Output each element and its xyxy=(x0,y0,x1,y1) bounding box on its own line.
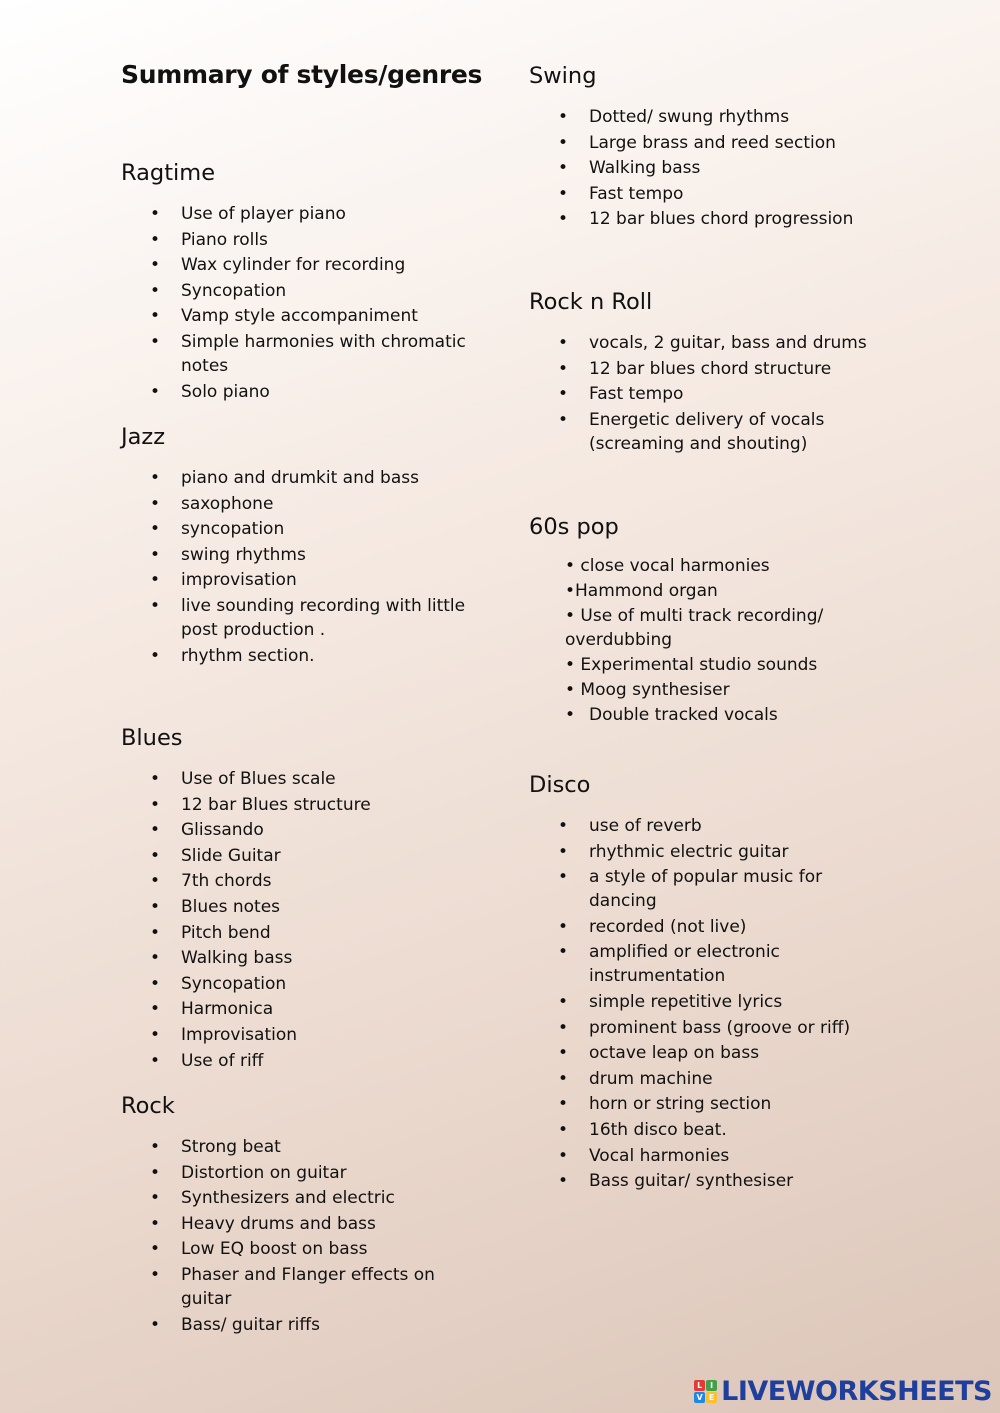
logo-mark-letter: I xyxy=(706,1380,717,1391)
list-item: • Fast tempo xyxy=(529,382,879,406)
list-item: • Piano rolls xyxy=(121,228,481,252)
section-heading: 60s pop xyxy=(529,514,619,540)
list-item: • Double tracked vocals xyxy=(529,703,879,727)
list-item: • Use of Blues scale xyxy=(121,767,481,791)
section-heading: Disco xyxy=(529,772,591,798)
list-item: • piano and drumkit and bass xyxy=(121,466,481,490)
list-item: • Improvisation xyxy=(121,1023,481,1047)
list-item: • Large brass and reed section xyxy=(529,131,879,155)
section-60s-pop xyxy=(529,512,879,728)
list-item: • close vocal harmonies xyxy=(565,556,770,576)
list-item: • Bass/ guitar riffs xyxy=(121,1313,481,1337)
list-item: • Use of player piano xyxy=(121,202,481,226)
bullet-list xyxy=(529,814,879,1193)
bullet-list xyxy=(121,202,481,404)
bullet-list xyxy=(121,466,481,668)
list-item: • amplified or electronic instrumentation xyxy=(529,940,879,988)
section-heading: Blues xyxy=(121,725,183,751)
list-item: • Vamp style accompaniment xyxy=(121,304,481,328)
list-item: • Bass guitar/ synthesiser xyxy=(529,1169,879,1193)
list-item: • Blues notes xyxy=(121,895,481,919)
section-rock xyxy=(121,1091,481,1338)
list-item: • live sounding recording with little post production . xyxy=(121,594,481,642)
list-item: • 7th chords xyxy=(121,869,481,893)
list-item: • Walking bass xyxy=(529,156,879,180)
list-item: • Synthesizers and electric xyxy=(121,1186,481,1210)
list-item: • Walking bass xyxy=(121,946,481,970)
list-item: • Energetic delivery of vocals (screaming and shouting) xyxy=(529,408,879,456)
logo-text: LIVEWORKSHEETS xyxy=(721,1376,992,1407)
list-item: • recorded (not live) xyxy=(529,915,879,939)
page-title: Summary of styles/genres xyxy=(121,60,483,89)
logo-mark-letter: L xyxy=(694,1380,705,1391)
list-item: • horn or string section xyxy=(529,1092,879,1116)
section-rock-n-roll xyxy=(529,287,879,457)
list-item: • Experimental studio sounds xyxy=(565,655,818,675)
list-item: • Glissando xyxy=(121,818,481,842)
list-item: • Dotted/ swung rhythms xyxy=(529,105,879,129)
section-heading: Ragtime xyxy=(121,160,216,186)
list-item: • octave leap on bass xyxy=(529,1041,879,1065)
list-item: •Hammond organ xyxy=(565,581,718,601)
list-item: • rhythm section. xyxy=(121,644,481,668)
list-item: • prominent bass (groove or riff) xyxy=(529,1016,879,1040)
logo-mark-letter: E xyxy=(706,1392,717,1403)
list-item: • saxophone xyxy=(121,492,481,516)
list-item: • Use of riff xyxy=(121,1049,481,1073)
bullet-list xyxy=(529,105,879,231)
list-item: • Simple harmonies with chromatic notes xyxy=(121,330,481,378)
section-ragtime xyxy=(121,158,481,405)
section-swing xyxy=(529,61,879,233)
bullet-list xyxy=(121,1135,481,1337)
bullet-list xyxy=(529,331,879,456)
list-item: • a style of popular music for dancing xyxy=(529,865,879,913)
section-heading: Rock xyxy=(121,1093,175,1119)
list-item: • simple repetitive lyrics xyxy=(529,990,879,1014)
section-heading: Swing xyxy=(529,63,597,89)
list-item: • rhythmic electric guitar xyxy=(529,840,879,864)
section-heading: Rock n Roll xyxy=(529,289,653,315)
logo-mark-letter: V xyxy=(694,1392,705,1403)
section-disco xyxy=(529,770,879,1195)
list-item: • 12 bar Blues structure xyxy=(121,793,481,817)
list-item: • swing rhythms xyxy=(121,543,481,567)
list-item: • Vocal harmonies xyxy=(529,1144,879,1168)
list-item: • Harmonica xyxy=(121,997,481,1021)
list-item: • Moog synthesiser xyxy=(565,680,730,700)
list-item: • drum machine xyxy=(529,1067,879,1091)
list-item: • Use of multi track recording/ overdubbing xyxy=(565,606,824,650)
section-blues xyxy=(121,723,481,1074)
list-item: • 16th disco beat. xyxy=(529,1118,879,1142)
list-item: • syncopation xyxy=(121,517,481,541)
list-item: • Fast tempo xyxy=(529,182,879,206)
list-item: • Wax cylinder for recording xyxy=(121,253,481,277)
list-item: • 12 bar blues chord structure xyxy=(529,357,879,381)
list-item: • Distortion on guitar xyxy=(121,1161,481,1185)
logo-mark-icon xyxy=(694,1380,717,1403)
list-item: • use of reverb xyxy=(529,814,879,838)
list-item: • Heavy drums and bass xyxy=(121,1212,481,1236)
liveworksheets-logo xyxy=(694,1376,992,1407)
list-item: • 12 bar blues chord progression xyxy=(529,207,879,231)
list-item: • Low EQ boost on bass xyxy=(121,1237,481,1261)
list-item: • Syncopation xyxy=(121,279,481,303)
list-item: • Strong beat xyxy=(121,1135,481,1159)
list-item: • Phaser and Flanger effects on guitar xyxy=(121,1263,481,1311)
list-item: • improvisation xyxy=(121,568,481,592)
plain-list xyxy=(529,554,879,727)
list-item: • Slide Guitar xyxy=(121,844,481,868)
list-item: • Solo piano xyxy=(121,380,481,404)
list-item: • Syncopation xyxy=(121,972,481,996)
list-item: • vocals, 2 guitar, bass and drums xyxy=(529,331,879,355)
section-jazz xyxy=(121,422,481,669)
list-item: • Pitch bend xyxy=(121,921,481,945)
section-heading: Jazz xyxy=(121,424,166,450)
bullet-list xyxy=(121,767,481,1073)
